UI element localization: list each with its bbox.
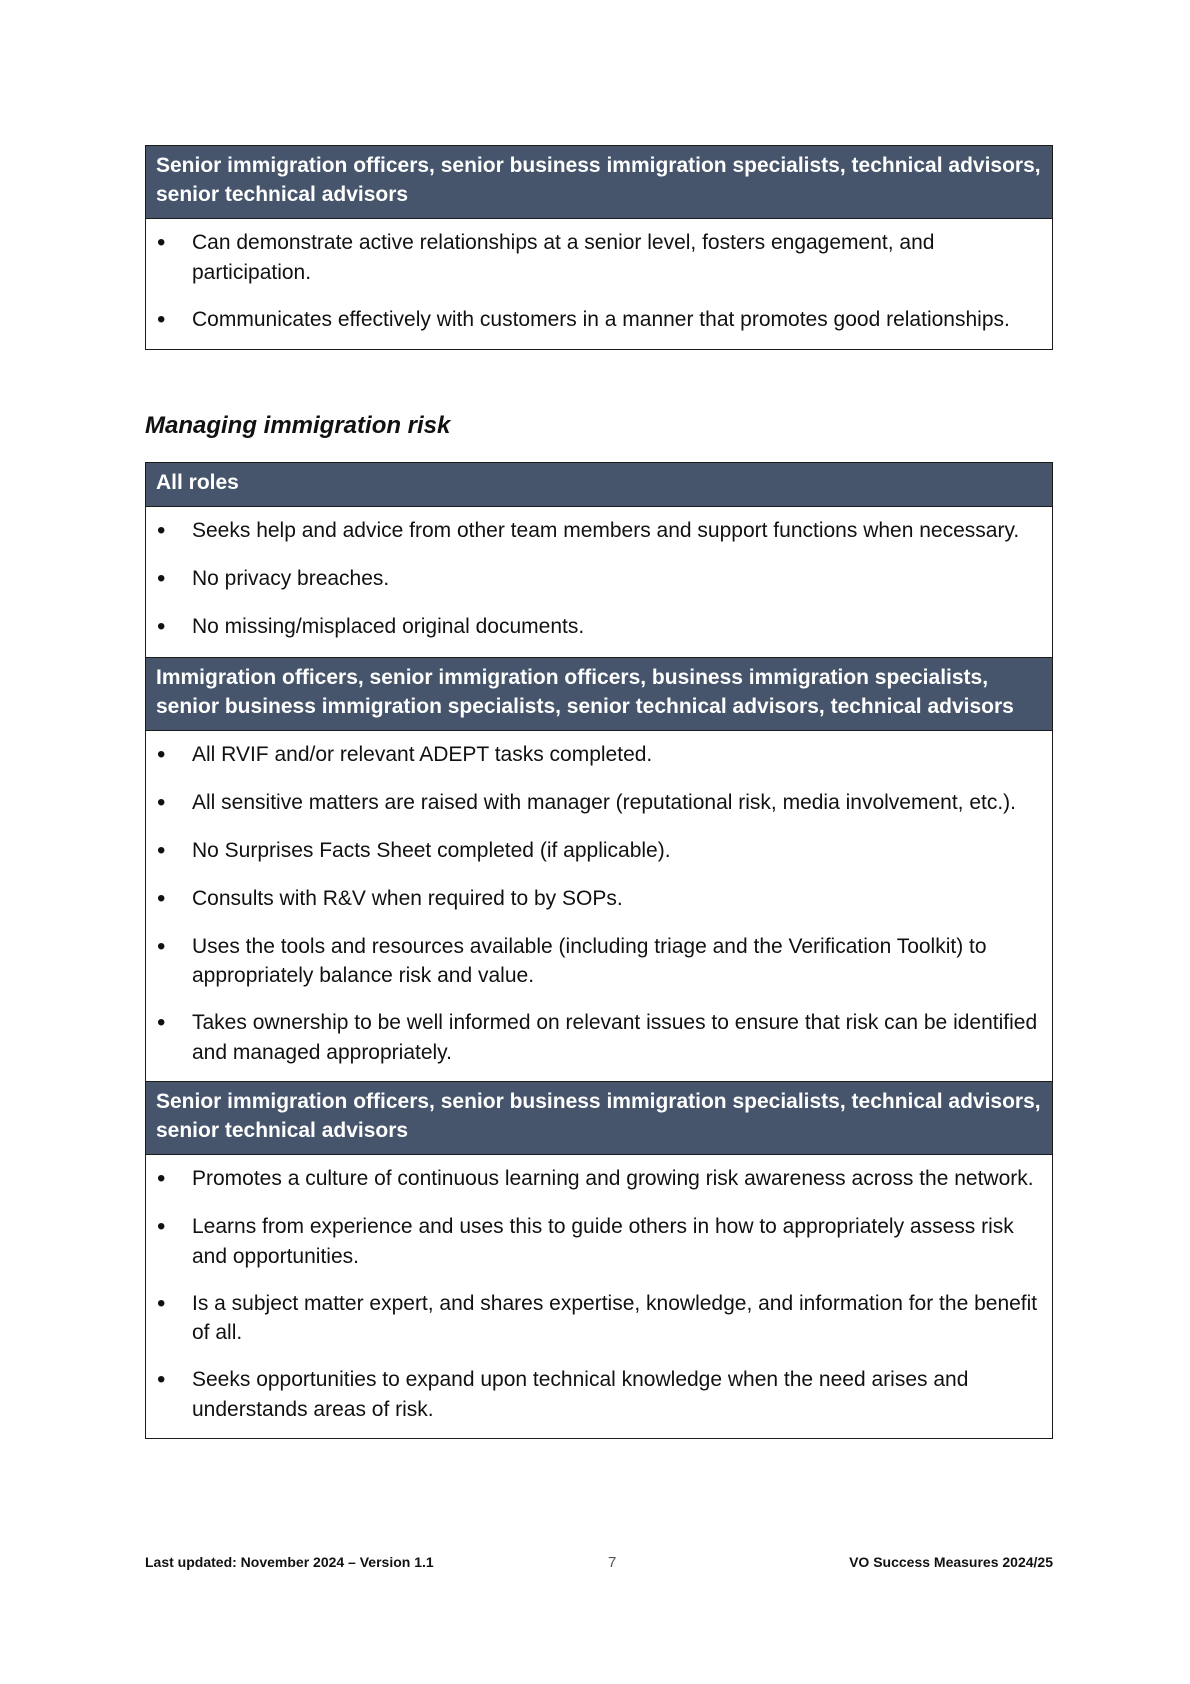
list-item: • Seeks help and advice from other team members and support functions when necessary. (156, 516, 1042, 547)
list-item: • Consults with R&V when required to by SOPs. (156, 884, 1042, 915)
bullet-icon (156, 612, 192, 643)
bullet-icon (156, 1289, 192, 1348)
table-body (146, 219, 1052, 349)
table-header: Senior immigration officers, senior business immigration specialists, technical advisors, senior technical advisors (146, 146, 1052, 219)
list-item: • Learns from experience and uses this to guide others in how to appropriately assess risk and opportunities. (156, 1212, 1042, 1271)
bullet-icon (156, 305, 192, 336)
bullet-icon (156, 1164, 192, 1195)
list-item: • No missing/misplaced original documents. (156, 612, 1042, 643)
page-number: 7 (608, 1554, 617, 1571)
list-item: • Seeks opportunities to expand upon technical knowledge when the need arises and understands areas of risk. (156, 1365, 1042, 1424)
list-item: • Is a subject matter expert, and shares expertise, knowledge, and information for the benefit of all. (156, 1289, 1042, 1348)
bullet-icon (156, 740, 192, 771)
table-body (146, 1155, 1052, 1438)
list-item: • All RVIF and/or relevant ADEPT tasks completed. (156, 740, 1042, 771)
table-senior-roles-engagement (145, 145, 1053, 350)
list-item: • All sensitive matters are raised with manager (reputational risk, media involvement, etc.). (156, 788, 1042, 819)
bullet-icon (156, 884, 192, 915)
bullet-icon (156, 788, 192, 819)
table-header-all-roles: All roles (146, 463, 1052, 507)
bullet-icon (156, 516, 192, 547)
footer-last-updated: Last updated: November 2024 – Version 1.1 (145, 1554, 434, 1570)
bullet-icon (156, 564, 192, 595)
list-item: • Promotes a culture of continuous learning and growing risk awareness across the network. (156, 1164, 1042, 1195)
bullet-icon (156, 1365, 192, 1424)
bullet-icon (156, 836, 192, 867)
list-item: • Takes ownership to be well informed on relevant issues to ensure that risk can be identified and managed appropriately. (156, 1008, 1042, 1067)
list-item: • Can demonstrate active relationships at a senior level, fosters engagement, and participation. (156, 228, 1042, 287)
list-item: • No privacy breaches. (156, 564, 1042, 595)
footer-document-title: VO Success Measures 2024/25 (849, 1554, 1053, 1570)
table-body (146, 507, 1052, 658)
table-managing-immigration-risk (145, 462, 1053, 1439)
table-body (146, 731, 1052, 1083)
section-heading: Managing immigration risk (145, 412, 451, 439)
list-item: • Communicates effectively with customers in a manner that promotes good relationships. (156, 305, 1042, 336)
list-item: • No Surprises Facts Sheet completed (if applicable). (156, 836, 1042, 867)
table-header-officers-specialists: Immigration officers, senior immigration officers, business immigration specialists, senior business immigration specialists, senior technical advisors, technical advisors (146, 658, 1052, 731)
bullet-icon (156, 932, 192, 991)
bullet-icon (156, 228, 192, 287)
bullet-icon (156, 1008, 192, 1067)
table-header-senior-roles: Senior immigration officers, senior business immigration specialists, technical advisors, senior technical advisors (146, 1082, 1052, 1155)
list-item: • Uses the tools and resources available (including triage and the Verification Toolkit) to appropriately balance risk and value. (156, 932, 1042, 991)
bullet-icon (156, 1212, 192, 1271)
